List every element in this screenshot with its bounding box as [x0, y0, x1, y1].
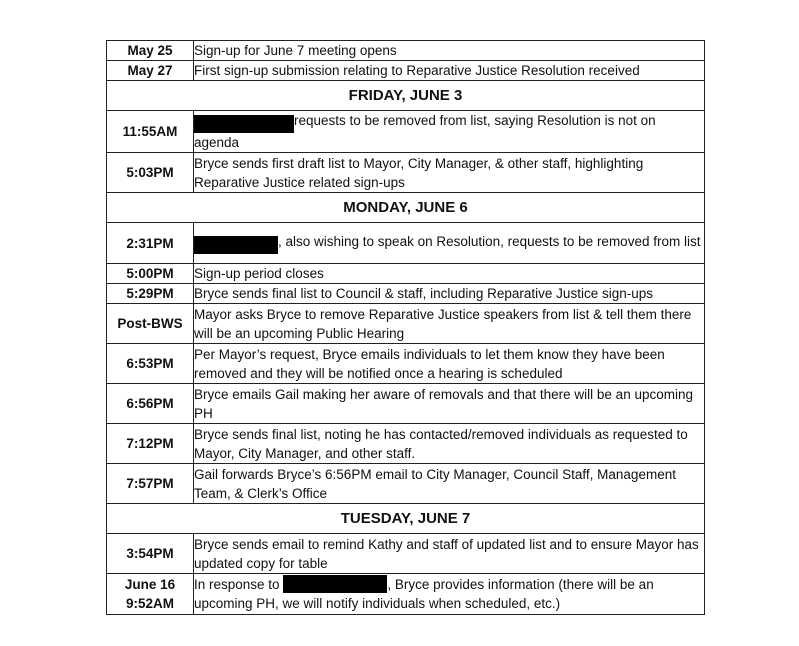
description-cell [194, 574, 705, 615]
table-row [107, 153, 705, 193]
table-row [107, 264, 705, 284]
table-row [107, 304, 705, 344]
description-text: In response to [194, 577, 280, 592]
table-row [107, 424, 705, 464]
description-text: , Bryce provides information (there will be an upcoming PH, we will notify individuals when scheduled, etc.) [194, 577, 654, 611]
time-cell: 2:31PM [107, 223, 194, 264]
description-cell: Bryce sends first draft list to Mayor, City Manager, & other staff, highlighting Reparative Justice related sign-ups [194, 153, 705, 193]
day-header-row [107, 81, 705, 111]
time-cell: 5:03PM [107, 153, 194, 193]
time-cell: May 25 [107, 41, 194, 61]
redaction-bar [194, 115, 294, 133]
time-cell: 7:57PM [107, 464, 194, 504]
description-cell: Per Mayor’s request, Bryce emails individuals to let them know they have been removed and they will be notified once a hearing is scheduled [194, 344, 705, 384]
day-header: FRIDAY, JUNE 3 [107, 81, 705, 111]
time-label: 9:52AM [125, 596, 174, 611]
description-cell: First sign-up submission relating to Reparative Justice Resolution received [194, 61, 705, 81]
table-row [107, 61, 705, 81]
time-cell: Post-BWS [107, 304, 194, 344]
time-cell: 6:56PM [107, 384, 194, 424]
time-cell [107, 574, 194, 615]
table-row [107, 534, 705, 574]
description-cell: Sign-up for June 7 meeting opens [194, 41, 705, 61]
time-cell: 11:55AM [107, 111, 194, 153]
description-cell: Bryce emails Gail making her aware of removals and that there will be an upcoming PH [194, 384, 705, 424]
table-row [107, 344, 705, 384]
description-cell: Bryce sends final list, noting he has contacted/removed individuals as requested to Mayor, City Manager, and other staff. [194, 424, 705, 464]
redaction-bar [194, 236, 278, 254]
day-header: TUESDAY, JUNE 7 [107, 504, 705, 534]
redaction-bar [283, 575, 387, 593]
description-cell [194, 111, 705, 153]
day-header-row [107, 504, 705, 534]
table-row [107, 111, 705, 153]
date-label: June 16 [124, 577, 176, 592]
table-row [107, 574, 705, 615]
day-header-row [107, 193, 705, 223]
description-text: requests to be removed from list, saying Resolution is not on agenda [194, 113, 656, 150]
time-cell: 5:00PM [107, 264, 194, 284]
description-cell [194, 223, 705, 264]
time-cell: May 27 [107, 61, 194, 81]
description-cell: Bryce sends final list to Council & staff, including Reparative Justice sign-ups [194, 284, 705, 304]
day-header: MONDAY, JUNE 6 [107, 193, 705, 223]
table-row [107, 284, 705, 304]
description-cell: Bryce sends email to remind Kathy and staff of updated list and to ensure Mayor has updated copy for table [194, 534, 705, 574]
time-cell: 5:29PM [107, 284, 194, 304]
table-row [107, 223, 705, 264]
description-cell: Sign-up period closes [194, 264, 705, 284]
timeline-table [106, 40, 705, 615]
time-cell: 6:53PM [107, 344, 194, 384]
description-cell: Mayor asks Bryce to remove Reparative Justice speakers from list & tell them there will be an upcoming Public Hearing [194, 304, 705, 344]
table-row [107, 41, 705, 61]
table-row [107, 384, 705, 424]
time-cell: 7:12PM [107, 424, 194, 464]
table-row [107, 464, 705, 504]
time-cell: 3:54PM [107, 534, 194, 574]
description-cell: Gail forwards Bryce’s 6:56PM email to City Manager, Council Staff, Management Team, & Clerk’s Office [194, 464, 705, 504]
description-text: , also wishing to speak on Resolution, requests to be removed from list [278, 234, 701, 249]
